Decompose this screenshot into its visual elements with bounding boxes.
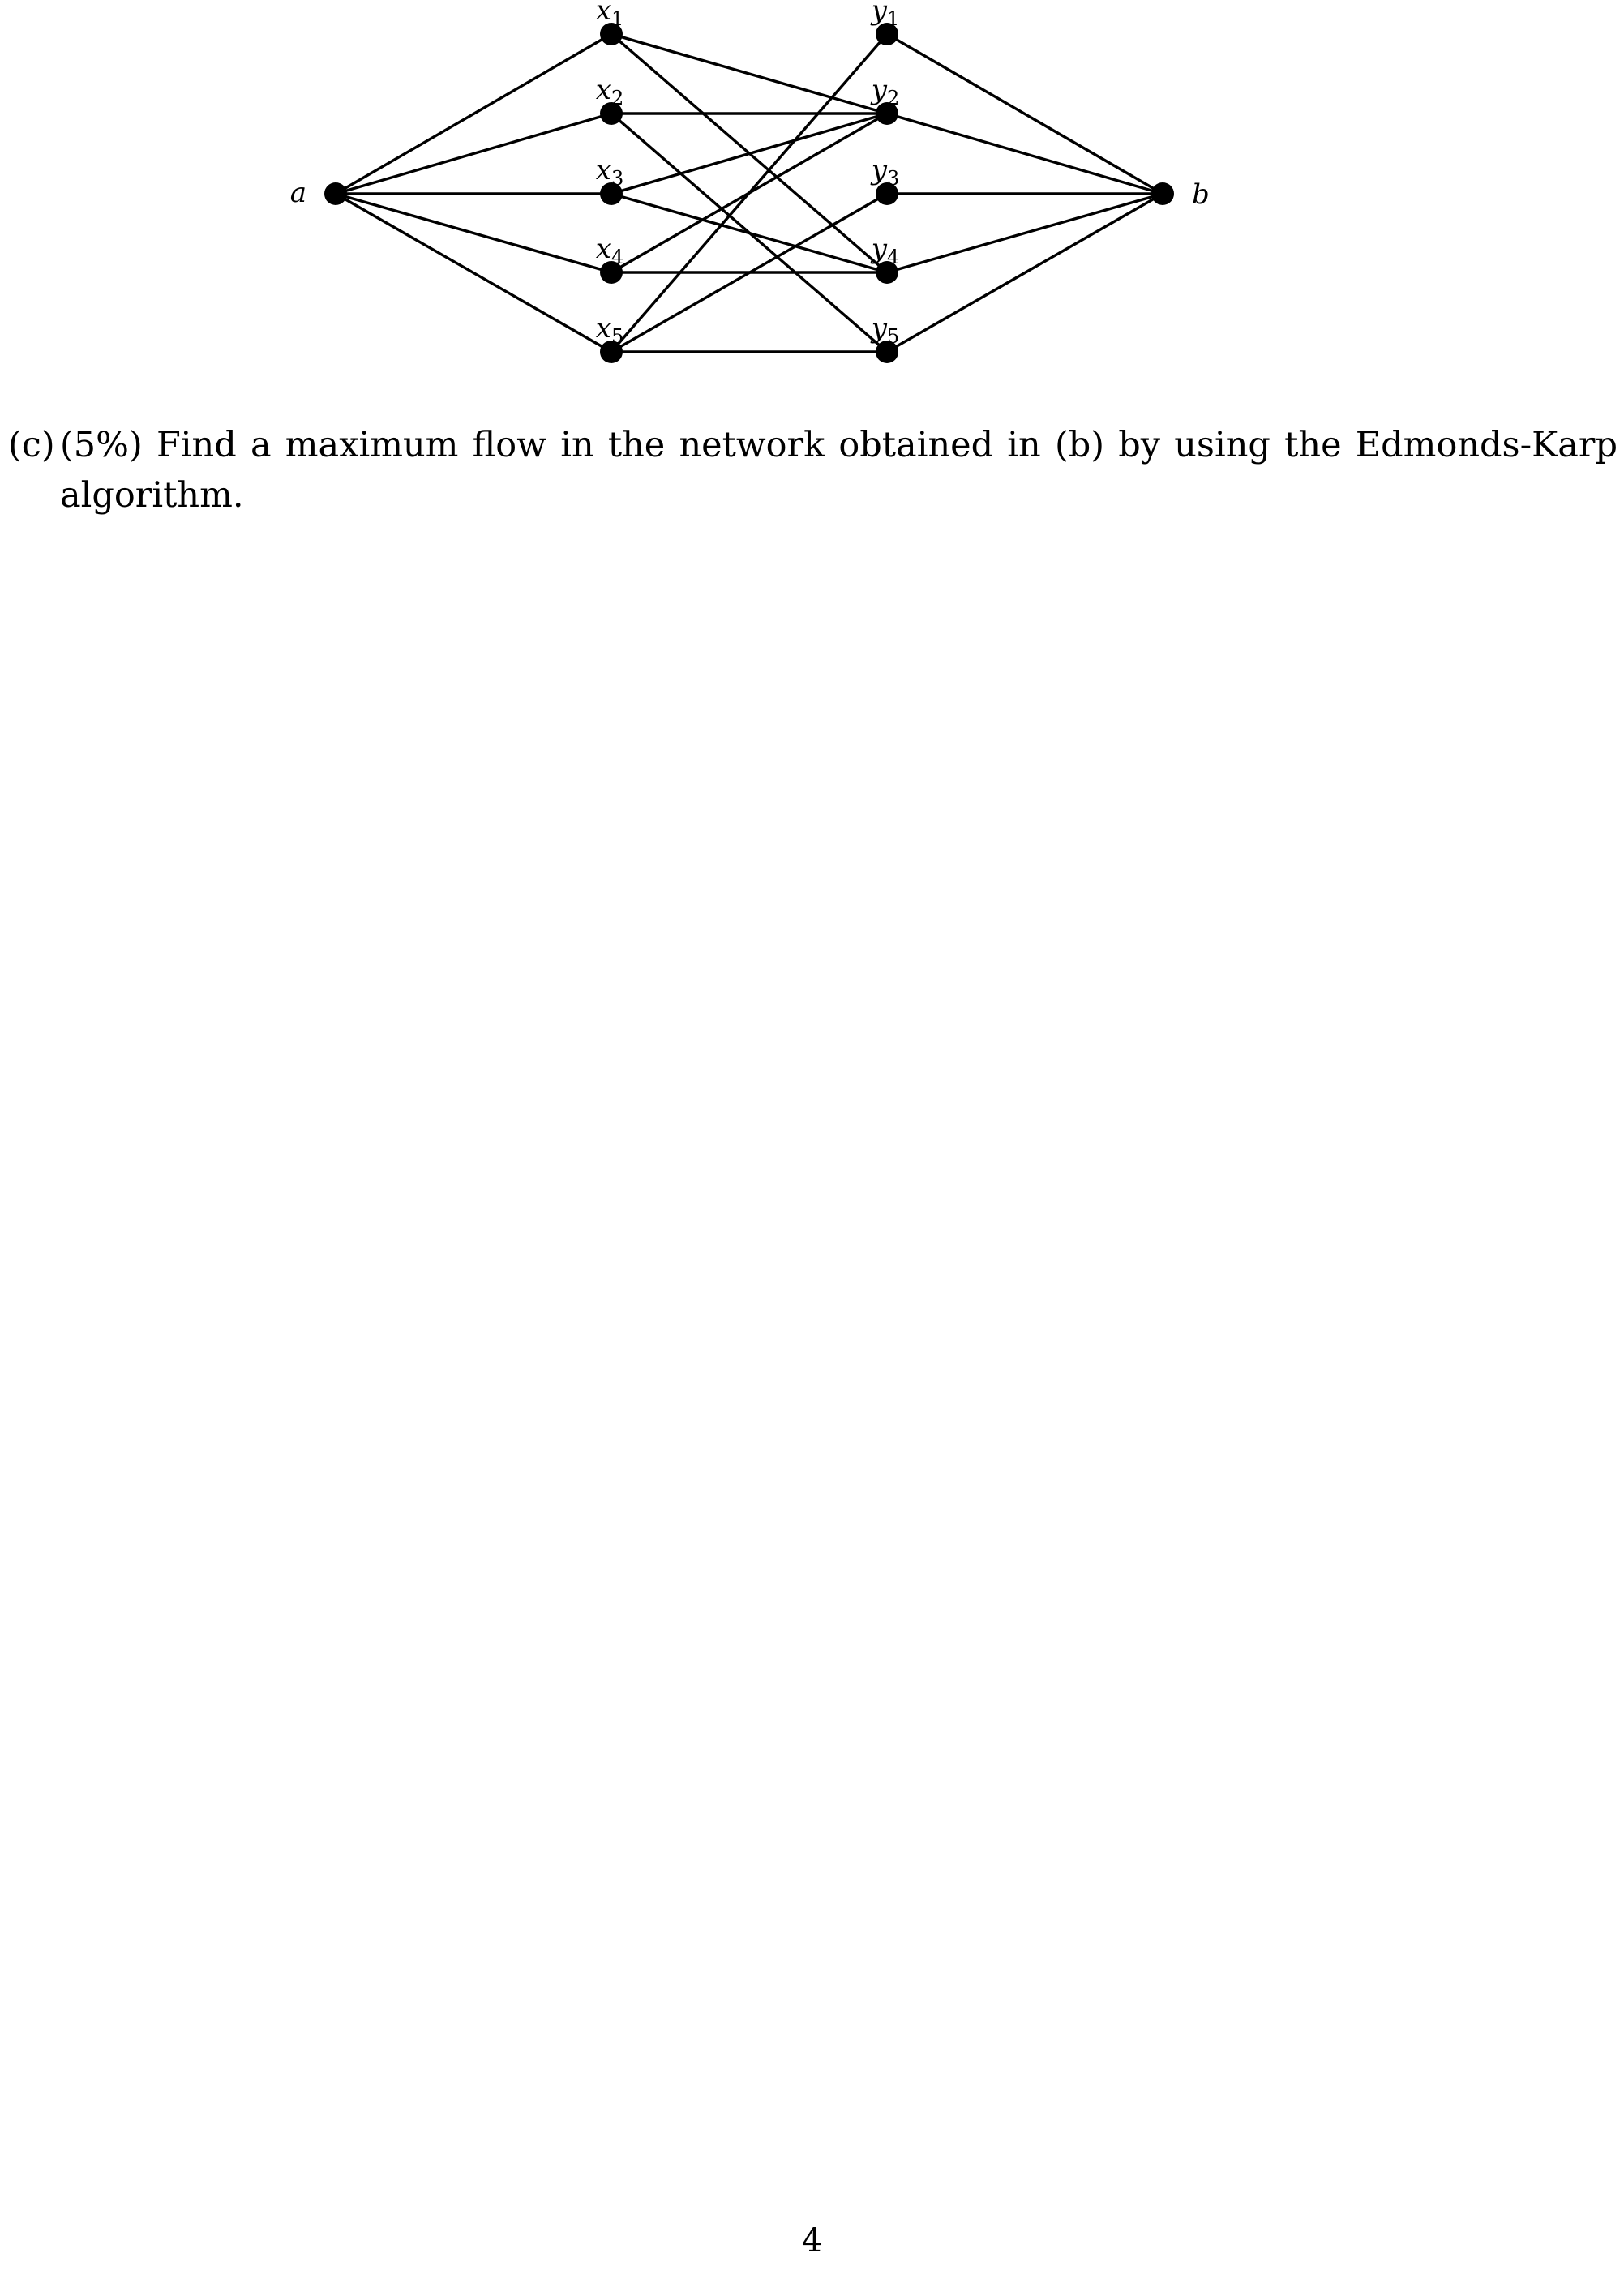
edge-x3-y4 [611, 194, 887, 272]
edge-x3-y2 [611, 114, 887, 194]
node-label-y2: $y_2$ [871, 74, 900, 109]
edge-layer [336, 34, 1163, 352]
question-label: (c) [8, 425, 55, 465]
node-label-x4: $x_4$ [595, 233, 624, 268]
question-text: (5%) Find a maximum flow in the network obtained in (b) by using the Edmonds-Karp algorithm. [60, 425, 1618, 516]
node-b [1151, 182, 1174, 205]
edge-a-x5 [336, 194, 611, 352]
node-a [324, 182, 347, 205]
node-label-b: b [1192, 178, 1210, 211]
edge-y1-b [887, 34, 1163, 194]
edge-x5-y1 [611, 34, 887, 352]
node-label-y3: $y_3$ [871, 154, 900, 190]
page-number: 4 [801, 2222, 823, 2260]
edge-y4-b [887, 194, 1163, 272]
node-label-y5: $y_5$ [871, 312, 900, 348]
node-label-x1: $x_1$ [595, 0, 624, 30]
node-label-y4: $y_4$ [871, 233, 900, 268]
edge-y2-b [887, 114, 1163, 194]
edge-a-x2 [336, 114, 611, 194]
node-label-x3: $x_3$ [595, 154, 624, 190]
edge-x1-y2 [611, 34, 887, 114]
edge-a-x1 [336, 34, 611, 194]
bipartite-network-figure [0, 0, 1624, 381]
edge-y5-b [887, 194, 1163, 352]
node-label-a: a [289, 177, 306, 209]
node-label-x2: $x_2$ [595, 74, 624, 109]
label-layer [290, 0, 1210, 348]
node-label-y1: $y_1$ [871, 0, 900, 30]
edge-a-x4 [336, 194, 611, 272]
node-label-x5: $x_5$ [595, 312, 624, 348]
